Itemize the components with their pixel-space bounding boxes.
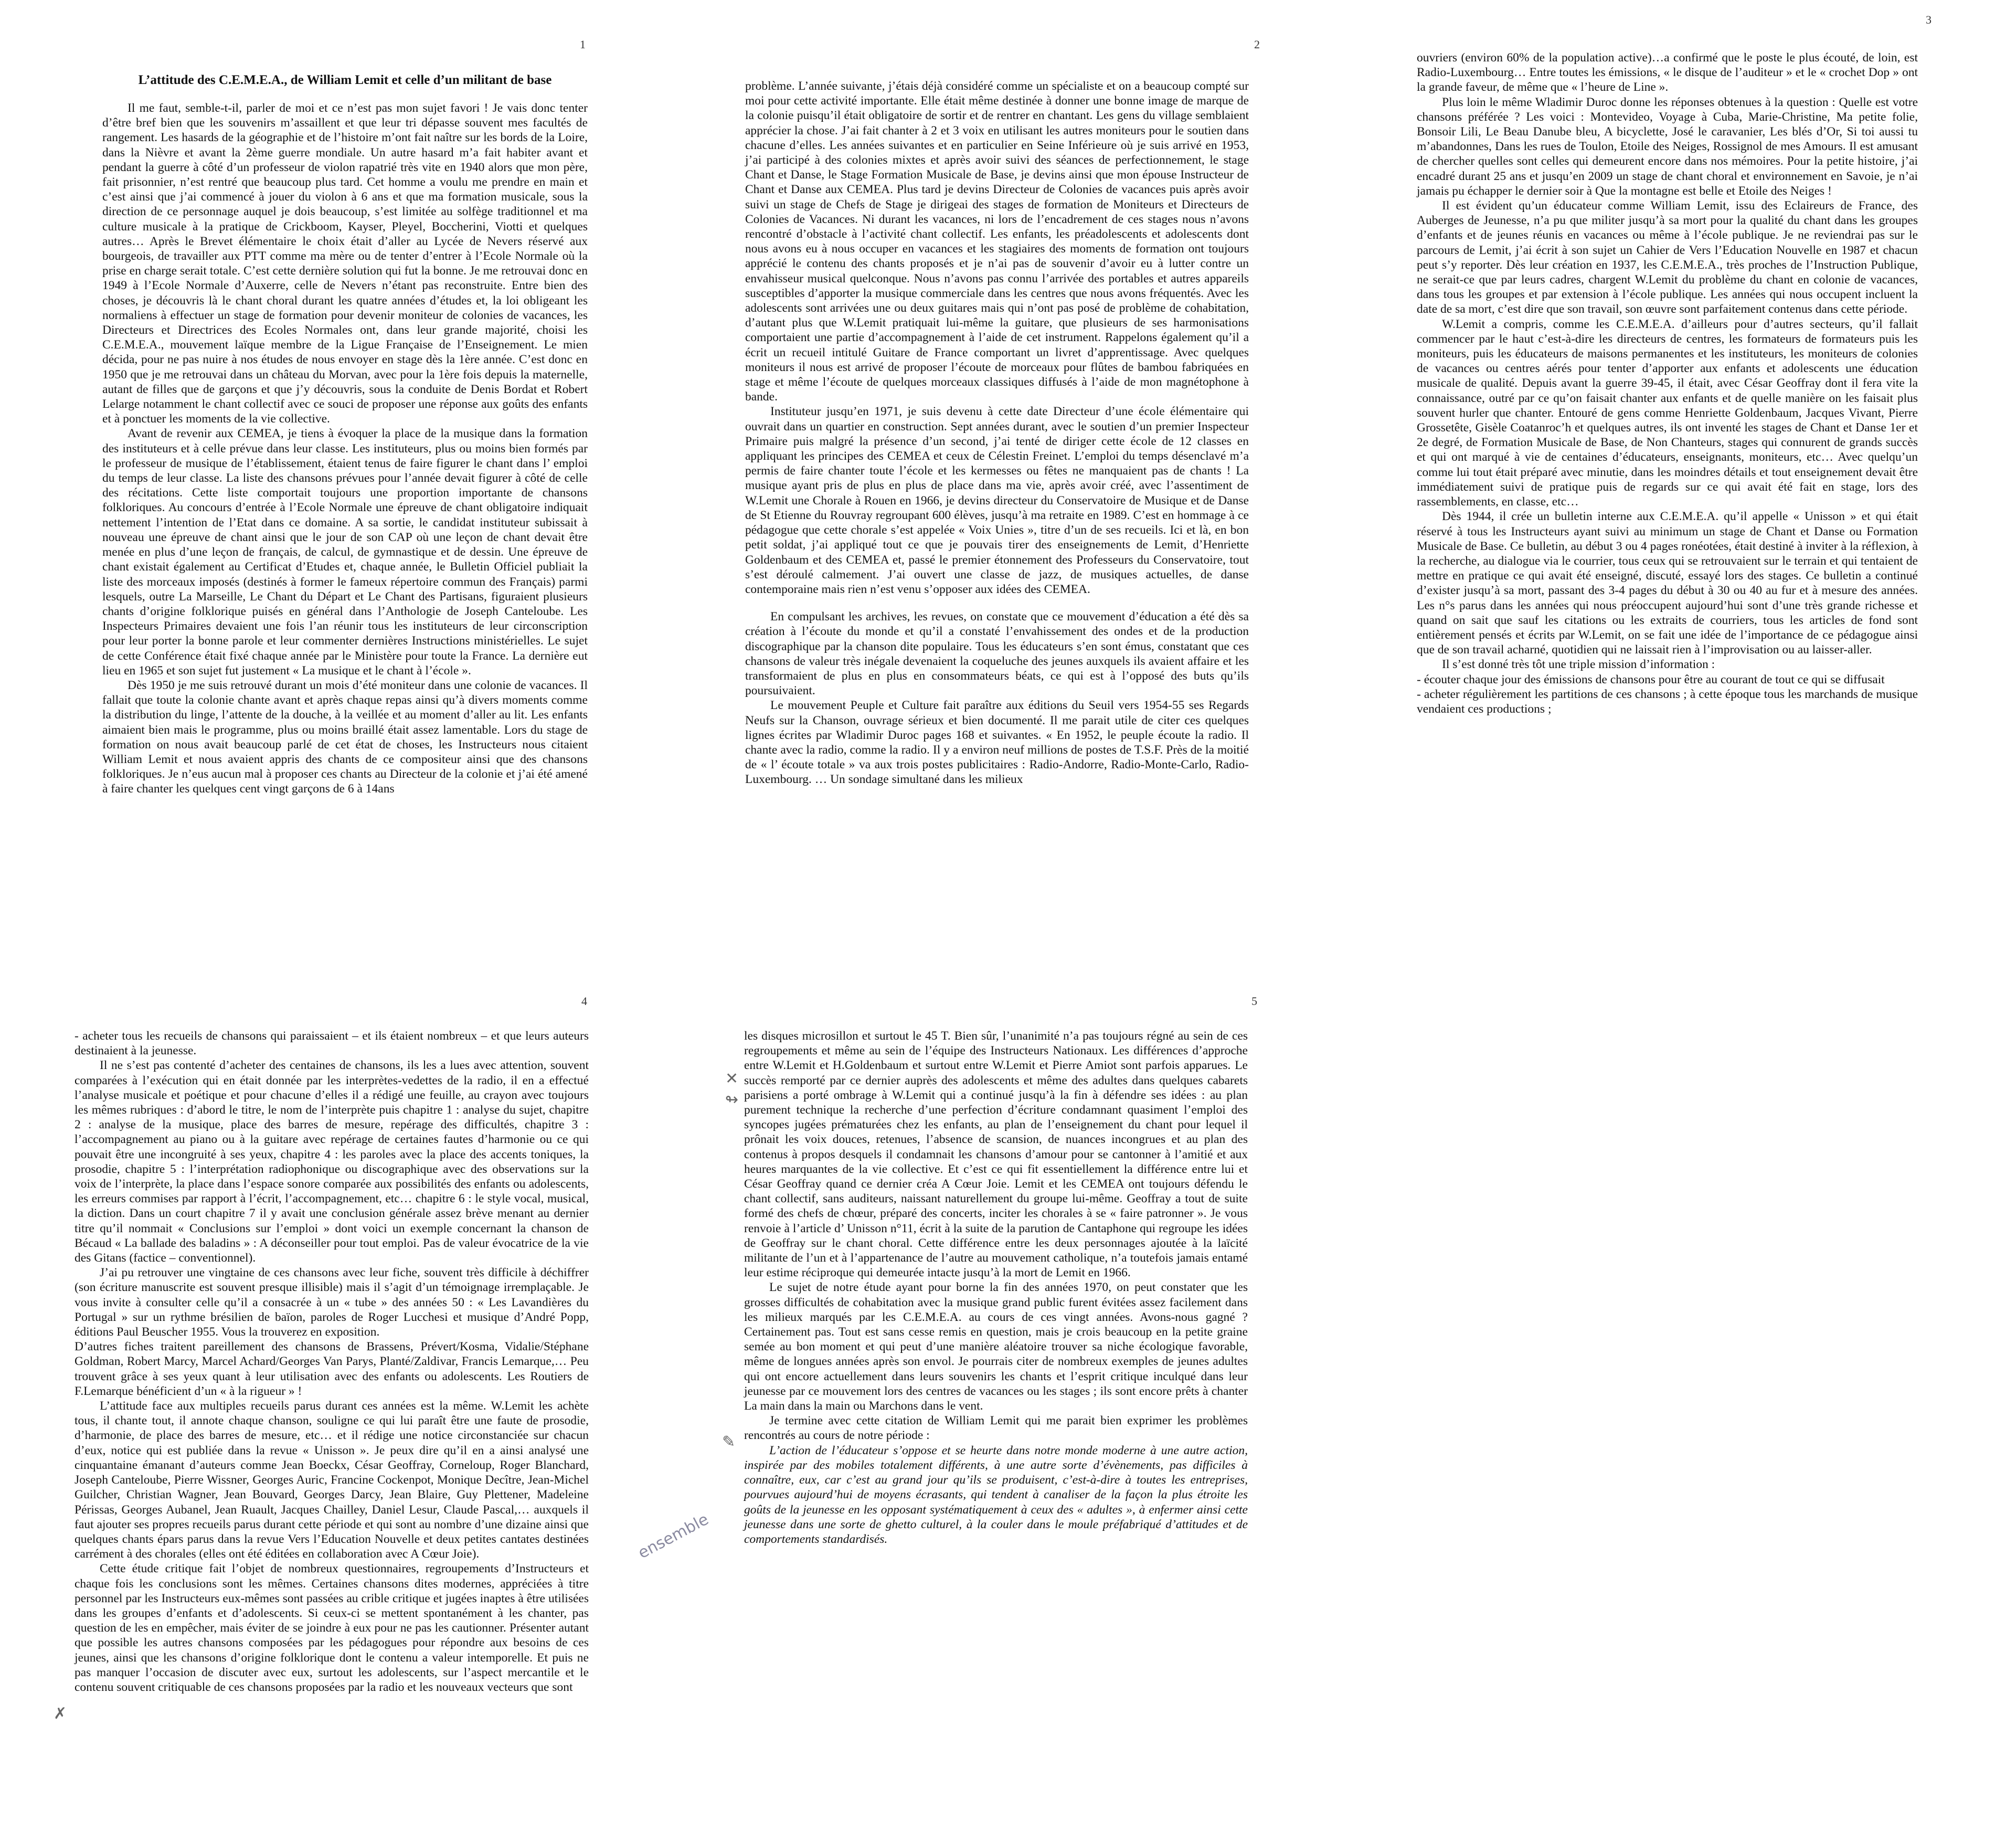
page-3-paragraph-6: Il s’est donné très tôt une triple mission d’information : bbox=[1442, 658, 1715, 672]
page-number-3: 3 bbox=[1926, 13, 1932, 26]
page-4-paragraph-3: J’ai pu retrouver une vingtaine de ces chansons avec leur fiche, souvent très difficile à déchiffrer (son écriture manuscrite est souvent presque illisible) mais il s’agit d’un témoignage irremplaçable. Je vous invite à consulter celle qu’il a consacrée à un « tube » des années 50 : « Les Lavandières du Portugal » sur un rythme brésilien de baïon, paroles de Roger Lucchesi et musique d’André Popp, éditions Paul Beuscher 1955. Vous la trouverez en exposition. bbox=[75, 1266, 589, 1339]
page-3 bbox=[1359, 0, 2016, 913]
page-2-text bbox=[745, 79, 1249, 787]
page-4-paragraph-4: D’autres fiches traitent pareillement des chansons de Brassens, Prévert/Kosma, Vidalie/Stéphane Goldman, Robert Marcy, Marcel Achard/Georges Van Parys, Planté/Zaldivar, Francis Lemarque,… Peu trouvent grâce à ses yeux quant à leur utilisation avec des enfants ou adolescents. Les Routiers de F.Lemarque bénéficient d’un « à la rigueur » ! bbox=[75, 1340, 589, 1398]
handwritten-x-mark: ✕ bbox=[725, 1070, 739, 1088]
page-5 bbox=[635, 960, 1343, 1841]
page-number-1: 1 bbox=[580, 38, 586, 51]
page-3-paragraph-1: ouvriers (environ 60% de la population active)…a confirmé que le poste le plus écouté, de loin, est Radio-Luxembourg… Entre toutes les émissions, « le disque de l’auditeur » et le « crochet Dop » ont la grande faveur, de même que « l’heure de Line ». bbox=[1417, 51, 1918, 94]
page-1-text bbox=[102, 72, 588, 797]
page-4-paragraph-2: Il ne s’est pas contenté d’acheter des centaines de chansons, ils les a lues avec attention, souvent comparées à l’exécution qui en était donnée par les interprètes-vedettes de la radio, il en a effectué l’analyse musicale et poétique et pour chacune d’elles il a rédigé une feuille, au crayon avec toujours les mêmes rubriques : d’abord le titre, le nom de l’interprète puis chapitre 1 : analyse du sujet, chapitre 2 : analyse de la musique, place des barres de mesure, repérage des difficultés, chapitre 3 : l’accompagnement au piano ou à la guitare avec repérage de certaines fautes d’harmonie ou ce qui pouvait être une incongruité à ses yeux, chapitre 4 : les paroles avec la place des accents toniques, la prosodie, chapitre 5 : l’interprétation radiophonique ou discographique avec des observations sur la voix de l’interprète, la place dans l’espace sonore comparée aux possibilités des enfants ou adolescents, les erreurs commises par rapport à l’écrit, l’accompagnement, etc… chapitre 6 : le style vocal, musical, la diction. Dans un court chapitre 7 il y avait une conclusion générale assez brève menant au dernier titre qu’il nommait « Conclusions sur l’emploi » dont voici un exemple concernant la chanson de Bécaud « La ballade des baladins » : A déconseiller pour tout emploi. Pas de valeur évocatrice de la vie des Gitans (factice – conventionnel). bbox=[75, 1059, 589, 1265]
page-3-paragraph-2: Plus loin le même Wladimir Duroc donne les réponses obtenues à la question : Quelle est votre chansons préférée ? Les voici : Montevideo, Voyage à Cuba, Marie-Christine, Ma petite folie, Bonsoir Lili, Le Beau Danube bleu, A bicyclette, José le caravanier, Les blés d’Or, Si toi aussi tu m’abandonnes, Dans les rues de Toulon, Etoile des Neiges, Rossignol de mes Amours. Il est amusant de chercher quelles sont celles qui demeurent encore dans nos mémoires. Pour la petite histoire, j’ai encadré durant 25 ans et jusqu’en 2009 un stage de chant choral et environnement en Savoie, je n’ai jamais pu échapper le dernier soir à Que la montagne est belle et Etoile des Neiges ! bbox=[1417, 95, 1918, 198]
page-5-text bbox=[744, 1029, 1248, 1547]
handwritten-cross-mark: ✗ bbox=[54, 1705, 67, 1723]
page-1-paragraph-2: Avant de revenir aux CEMEA, je tiens à évoquer la place de la musique dans la formation des instituteurs et à celle prévue dans leur classe. Les instituteurs, plus ou moins bien formés par le professeur de musique de l’établissement, étaient tenus de faire figurer le chant dans l’ emploi du temps de leur classe. La liste des chansons prévues pour l’année devait figurer à côté de celle des récitations. Cette liste comportait toujours une proportion importante de chansons folkloriques. Au concours d’entrée à l’Ecole Normale une épreuve de chant obligatoire indiquait nettement l’intention de l’Etat dans ce domaine. A sa sortie, le candidat instituteur subissait à nouveau une épreuve de chant ainsi que le jour de son CAP où une leçon de chant devait être menée en plus d’une leçon de français, de calcul, de gymnastique et de dessin. Une épreuve de chant existait également au Certificat d’Etudes et, chaque année, le Bulletin Officiel publiait la liste des morceaux imposés (destinés à former le fameux répertoire commun des Français) parmi lesquels, outre La Marseille, Le Chant du Départ et Le Chant des Partisans, figuraient plusieurs chants d’origine folklorique puisés en général dans l’Anthologie de Joseph Canteloube. Les Inspecteurs Primaires devaient une fois l’an réunir tous les instituteurs de leur circonscription pour leur porter la bonne parole et leur commenter dernières Instructions ministérielles. Le sujet de cette Conférence était fixé chaque année par le Ministère pour toute la France. La dernière eut lieu en 1965 et son sujet fut justement « La musique et le chant à l’école ». bbox=[102, 427, 588, 678]
page-2-paragraph-1: problème. L’année suivante, j’étais déjà considéré comme un spécialiste et on a beaucoup compté sur moi pour cette activité importante. Elle était même destinée à donner une bonne image de marque de la colonie puisqu’il était obligatoire de sortir et de rentrer en chantant. Les gens du village semblaient apprécier la chose. J’ai fait chanter à 2 et 3 voix en utilisant les autres moniteurs pour le soutien dans chacune d’elles. Les années suivantes et en particulier en Seine Inférieure où je suis arrivé en 1953, j’ai participé à des colonies mixtes et après avoir suivi des séances de perfectionnement, le stage Chant et Danse, le Stage Formation Musicale de Base, je devins ainsi que mon épouse Instructeur de Chant et Danse aux CEMEA. Plus tard je devins Directeur de Colonies de vacances puis après avoir suivi un stage de Chefs de Stage je dirigeai des stages de formation de Moniteurs et Directeurs de Colonies de Vacances. Ni durant les vacances, ni lors de l’encadrement de ces stages nous n’avons rencontré d’obstacle à l’activité chant collectif. Les enfants, les préadolescents et adolescents dont nous avons eu à nous occuper en vacances et les stagiaires des moments de formation ont toujours apprécié le contenu des chants proposés et je n’ai pas de souvenir d’avoir eu à lutter contre un envahisseur musical quelconque. Nous n’avons pas connu l’arrivée des portables et autres appareils susceptibles d’apporter la musique commerciale dans les centres que nous avons fréquentés. Avec les adolescents sont arrivées une ou deux guitares mais qui n’ont pas posé de problème de cohabitation, d’autant plus que W.Lemit pratiquait lui-même la guitare, que plusieurs de ses harmonisations comportaient une partie d’accompagnement à l’aide de cet instrument. Rappelons également qu’il a écrit un recueil intitulé Guitare de France comportant un livret d’apprentissage. Avec quelques moniteurs il nous est arrivé de proposer l’écoute de morceaux pour flûtes de bambou fabriquées en stage et même l’écoute de quelques morceaux classiques diffusés à l’aide de mon magnétophone à bande. bbox=[745, 79, 1249, 404]
page-4 bbox=[0, 960, 661, 1841]
page-3-text bbox=[1417, 50, 1918, 716]
page-1 bbox=[0, 0, 661, 913]
page-5-quote: L’action de l’éducateur s’oppose et se heurte dans notre monde moderne à une autre action, inspirée par des mobiles totalement différents, à une autre sorte d’évènements, pas difficiles à connaître, eux, car c’est au grand jour qu’ils se produisent, c’est-à-dire à toutes les entreprises, pourvues aujourd’hui de moyens écrasants, qui tendent à canaliser de la façon la plus étroite les goûts de la jeunesse en les opposant systématiquement à ceux des « adultes », à enfermer ainsi cette jeunesse dans une sorte de ghetto culturel, à la couler dans le moule préfabriqué d’attitudes et de comportements standardisés. bbox=[744, 1443, 1248, 1546]
page-3-list-item-1: - écouter chaque jour des émissions de chansons pour être au courant de tout ce qui se diffusait bbox=[1417, 672, 1885, 686]
page-4-paragraph-1: - acheter tous les recueils de chansons qui paraissaient – et ils étaient nombreux – et que leurs auteurs destinaient à la jeunesse. bbox=[75, 1029, 589, 1058]
page-5-paragraph-2: Le sujet de notre étude ayant pour borne la fin des années 1970, on peut constater que les grosses difficultés de cohabitation avec la musique grand public furent évitées assez facilement dans les milieux marqués par les C.E.M.E.A. au cours de ces vingt années. Avons-nous gagné ? Certainement pas. Tout est sans cesse remis en question, mais je crois beaucoup en la petite graine semée au bon moment et qui peut d’une manière aléatoire trouver sa niche écologique favorable, même de longues années après son envol. Je pourrais citer de nombreux exemples de jeunes adultes qui ont encore actuellement dans leurs souvenirs les chants et l’esprit critique inculqué dans leur jeunesse par ce mouvement lors des centres de vacances ou les stages ; ils sont encore prêts à chanter La main dans la main ou Marchons dans le vent. bbox=[744, 1281, 1248, 1413]
page-3-paragraph-4: W.Lemit a compris, comme les C.E.M.E.A. d’ailleurs pour d’autres secteurs, qu’il fallait commencer par le haut c’est-à-dire les directeurs de centres, les formateurs de formateurs puis les moniteurs, puis les éducateurs de maisons permanentes et les instituteurs, les moniteurs de colonies de vacances ou centres aérés pour tenter d’apporter aux enfants et adolescents une éducation musicale de qualité. Depuis avant la guerre 39-45, il était, avec César Geoffray dont il fera vite la connaissance, outré par ce qu’on faisait chanter aux enfants et de quelle manière on les faisait plus souvent hurler que chanter. Entouré de gens comme Henriette Goldenbaum, Jacques Vivant, Pierre Grossetête, Gisèle Coatanroc’h et quelques autres, ils ont inventé les stages de Chant et Danse 1er et 2e degré, de Formation Musicale de Base, de Non Chanteurs, stages qui connurent de grands succès et qui ont marqué à vie de centaines d’éducateurs, enseignants, moniteurs, etc… Avec quelqu’un comme lui tout était préparé avec minutie, dans les moindres détails et tout enseignement devait être immédiatement suivi de pratique puis de regards sur ce qui avait été fait en stage, lors des rassemblements, en classe, etc… bbox=[1417, 317, 1918, 509]
page-4-paragraph-5: L’attitude face aux multiples recueils parus durant ces années est la même. W.Lemit les achète tous, il chante tout, il annote chaque chanson, souligne ce qui lui paraît être une faute de prosodie, d’harmonie, de place des barres de mesure, etc… et il rédige une notice circonstanciée sur chacun d’eux, notice qui est publiée dans la revue « Unisson ». Je peux dire qu’il en a ainsi analysé une cinquantaine émanant d’auteurs comme Jean Boeckx, César Geoffray, Corneloup, Roger Blanchard, Joseph Canteloube, Pierre Wissner, Georges Auric, Francine Cockenpot, Monique Decître, Jean-Michel Guilcher, Christian Wagner, Jean Bouvard, Georges Darcy, Jean Blaire, Guy Plettener, Madeleine Périssas, Georges Aubanel, Jean Ruault, Jacques Chailley, Daniel Lesur, Claude Pascal,… auxquels il faut ajouter ses propres recueils parus durant cette période et qui sont au nombre d’une dizaine ainsi que quelques chants épars parus dans la revue Vers l’Education Nouvelle et deux petites cantates destinées carrément à des chorales (elles ont été éditées en collaboration avec A Cœur Joie). bbox=[75, 1399, 589, 1561]
handwritten-arrow-mark: ↬ bbox=[725, 1091, 739, 1109]
page-2-paragraph-4: Le mouvement Peuple et Culture fait paraître aux éditions du Seuil vers 1954-55 ses Regards Neufs sur la Chanson, ouvrage sérieux et bien documenté. Il me parait utile de citer ces quelques lignes écrites par Wladimir Duroc pages 168 et suivantes. « En 1952, le peuple écoute la radio. Il chante avec la radio, comme la radio. Il y a environ neuf millions de postes de T.S.F. Près de la moitié de « l’ écoute totale » va aux trois postes publicitaires : Radio-Andorre, Radio-Monte-Carlo, Radio-Luxembourg. … Un sondage simultané dans les milieux bbox=[745, 699, 1249, 787]
document-title: L’attitude des C.E.M.E.A., de William Lemit et celle d’un militant de base bbox=[138, 73, 552, 87]
page-3-paragraph-3: Il est évident qu’un éducateur comme William Lemit, issu des Eclaireurs de France, des Auberges de Jeunesse, n’a pu que militer jusqu’à sa mort pour la qualité du chant dans les groupes d’enfants et de jeunes réunis en vacances ou même à l’école publique. Je ne reviendrai pas sur le parcours de Lemit, j’ai écrit à son sujet un Cahier de Vers l’Education Nouvelle en 1987 et chacun peut s’y reporter. Dès leur création en 1937, les C.E.M.E.A., très proches de l’Instruction Publique, ne serait-ce que par leurs cadres, chargent W.Lemit du problème du chant en colonie de vacances, dans tous les groupes et par extension à l’école publique. Les années qui nous occupent incluent la date de sa mort, c’est dire que son travail, son œuvre sont parfaitement contenus dans cette période. bbox=[1417, 199, 1918, 316]
page-5-paragraph-3: Je termine avec cette citation de William Lemit qui me parait bien exprimer les problèmes rencontrés au cours de notre période : bbox=[744, 1414, 1248, 1443]
page-2-paragraph-3: En compulsant les archives, les revues, on constate que ce mouvement d’éducation a été dès sa création à l’écoute du monde et qu’il a constaté l’envahissement des ondes et de la production discographique par la chanson dite populaire. Tous les éducateurs s’en sont émus, constatant que ces chansons de valeur très inégale devenaient la coqueluche des jeunes auxquels ils avaient affaire et les transformaient de plus en plus en consommateurs béats, ce qui est à l’opposé des buts qu’ils poursuivaient. bbox=[745, 610, 1249, 698]
page-5-paragraph-1: les disques microsillon et surtout le 45 T. Bien sûr, l’unanimité n’a pas toujours régné au sein de ces regroupements et même au sein de l’équipe des Instructeurs Nationaux. Les différences d’approche entre W.Lemit et H.Goldenbaum et surtout entre W.Lemit et Pierre Amiot sont parfois apparues. Le succès remporté par ce dernier auprès des adolescents et même des adultes dans quelques cabarets parisiens a porté ombrage à W.Lemit qui a continué jusqu’à la fin à défendre ses idées : au plan purement technique la recherche d’une perfection d’écriture condamnant quasiment l’emploi des syncopes jugées prématurées chez les enfants, au plan de l’enseignement du chant pour lequel il prônait les voix douces, retenues, l’absence de scansion, de nuances incongrues et au plan des contenus à propos desquels il condamnait les chansons d’amour pour se cantonner à l’amitié et aux heures marquantes de la vie collective. Et c’est ce qui fit essentiellement la différence entre lui et César Geoffray quand ce dernier créa A Cœur Joie. Lemit et les CEMEA ont toujours défendu le chant collectif, sans auditeurs, naissant naturellement du groupe lui-même. Geoffray a tout de suite formé des chefs de chœur, préparé des concerts, inciter les chorales à se « faire patronner ». Je vous renvoie à l’article d’ Unisson n°11, écrit à la suite de la parution de Cantaphone qui regroupe les idées de Geoffray sur le chant choral. Cette différence entre les deux personnages ajoutée à la laïcité militante de l’un et à l’appartenance de l’autre au mouvement catholique, n’a toutefois jamais entamé leur estime réciproque qui demeurée intacte jusqu’à la mort de Lemit en 1966. bbox=[744, 1029, 1248, 1280]
page-3-paragraph-5: Dès 1944, il crée un bulletin interne aux C.E.M.E.A. qu’il appelle « Unisson » et qui était réservé à tous les Instructeurs ayant suivi au minimum un stage de Chant et Danse ou Formation Musicale de Base. Ce bulletin, au début 3 ou 4 pages ronéotées, était destiné à inviter à la réflexion, à la recherche, au dialogue via le courrier, tous ceux qui se retrouvaient sur le terrain et qui tentaient de mettre en pratique ce qui avait été enseigné, discuté, essayé lors des stages. Ce bulletin a continué d’exister jusqu’à sa mort, passant des 3-4 pages du début à 30 ou 40 au fur et à mesure des années. Les n°s parus dans les années qui nous préoccupent aujourd’hui sont d’une très grande richesse et quand on sait que sauf les citations ou les extraits de courriers, tous les articles de fond sont entièrement pensés et écrits par W.Lemit, on se fait une idée de l’importance de ce pédagogue ainsi que de son travail acharné, quotidien qui ne laissait rien à l’improvisation ou au laisser-aller. bbox=[1417, 510, 1918, 657]
page-4-text bbox=[75, 1029, 589, 1695]
page-3-list-item-2: - acheter régulièrement les partitions de ces chansons ; à cette époque tous les marchands de musique vendaient ces productions ; bbox=[1417, 687, 1918, 716]
page-4-paragraph-6: Cette étude critique fait l’objet de nombreux questionnaires, regroupements d’Instructeurs et chaque fois les conclusions sont les mêmes. Certaines chansons dites modernes, appréciées à titre personnel par les Instructeurs eux-mêmes sont passées au crible critique et jugées inaptes à être utilisées dans les groupes d’enfants et d’adolescents. Si ceux-ci se mettent spontanément à les chanter, pas question de les en empêcher, mais éviter de se joindre à eux pour ne pas les cautionner. Présenter autant que possible les autres chansons composées par les pédagogues pour répondre aux besoins de ces jeunes, ainsi que les chansons d’origine folklorique dont le contenu a valeur intemporelle. Et puis ne pas manquer l’occasion de discuter avec eux, surtout les adolescents, sur l’aspect mercantile et le contenu souvent critiquable de ces chansons proposées par la radio et les nouveaux vecteurs que sont bbox=[75, 1562, 589, 1694]
page-2-paragraph-2: Instituteur jusqu’en 1971, je suis devenu à cette date Directeur d’une école élémentaire qui ouvrait dans un quartier en construction. Sept années durant, avec le soutien d’un premier Inspecteur Primaire puis malgré la présence d’un second, j’ai tenté de diriger cette école de 12 classes en appliquant les principes des CEMEA et ceux de Célestin Freinet. L’emploi du temps désenclavé m’a permis de faire chanter toute l’école et les kermesses ou fêtes ne manquaient pas de chants ! La musique ayant pris de plus en plus de place dans ma vie, après avoir créé, avec l’assentiment de W.Lemit une Chorale à Rouen en 1966, je devins directeur du Conservatoire de Musique et de Danse de St Etienne du Rouvray regroupant 600 élèves, jusqu’à ma retraite en 1989. C’est en hommage à ce pédagogue que cette chorale s’est appelée « Voix Unies », titre d’un de ses recueils. Ici et là, en bon petit soldat, j’ai appliqué tout ce que je pouvais tirer des enseignements de Lemit, d’Henriette Goldenbaum et des CEMEA et, passé le premier étonnement des Professeurs du Conservatoire, tout s’est déroulé calmement. J’ai ouvert une classe de jazz, de musiques actuelles, de danse contemporaine mais rien n’est venu s’opposer aux idées des CEMEA. bbox=[745, 405, 1249, 596]
page-2 bbox=[677, 0, 1343, 913]
page-number-4: 4 bbox=[581, 994, 587, 1008]
handwritten-margin-note: ensemble bbox=[635, 1510, 712, 1563]
page-1-paragraph-1: Il me faut, semble-t-il, parler de moi et ce n’est pas mon sujet favori ! Je vais donc tenter d’être bref bien que les souvenirs m’assaillent et que leur tri dépasse souvent mes facultés de rangement. Les hasards de la géographie et de l’histoire m’ont fait naître sur les bords de la Loire, dans la Nièvre et avant la 2ème guerre mondiale. Un autre hasard m’a fait habiter avant et pendant la guerre à côté d’un professeur de violon rapatrié très vite en 1940 alors que mon père, fait prisonnier, n’est rentré que beaucoup plus tard. Cet homme a voulu me prendre en main et c’est ainsi que j’ai commencé à jouer du violon à 6 ans et que ma formation musicale, sous la direction de ce personnage auquel je dois beaucoup, s’est limitée au solfège traditionnel et ma culture musicale à la pratique de Crickboom, Kayser, Pleyel, Boccherini, Viotti et quelques autres… Après le Brevet élémentaire le choix était d’aller au Lycée de Nevers réservé aux bourgeois, de travailler aux PTT comme ma mère ou de tenter d’entrer à l’Ecole Normale où la prise en charge serait totale. C’est cette dernière solution qui fut la bonne. Je me retrouvai donc en 1949 à l’Ecole Normale d’Auxerre, celle de Nevers n’étant pas reconstruite. Entre bien des choses, je découvris là le chant choral durant les quatre années d’études et, la loi obligeant les normaliens à effectuer un stage de formation pour devenir moniteur de colonies de vacances, les Directeurs et Directrices des Ecoles Normales ont, dans leur grande majorité, choisi les C.E.M.E.A., mouvement laïque membre de la Ligue Française de l’Enseignement. Le mien décida, pour ne pas nuire à nos études de nous envoyer en stage dès la 1ère année. C’est donc en 1950 que je me retrouvai dans un château du Morvan, avec pour la 1ère fois depuis la maternelle, autant de filles que de garçons et que j’y découvris, sous la conduite de Denis Bordat et Robert Lelarge notamment le chant collectif avec ce souci de proposer une réponse aux goûts des enfants et à ponctuer les moments de la vie collective. bbox=[102, 101, 588, 426]
page-number-2: 2 bbox=[1254, 38, 1260, 51]
handwritten-pen-mark: ✎ bbox=[722, 1433, 736, 1451]
page-1-paragraph-3: Dès 1950 je me suis retrouvé durant un mois d’été moniteur dans une colonie de vacances. Il fallait que toute la colonie chante avant et après chaque repas ainsi qu’à divers moments comme la distribution du linge, l’attente de la douche, à la veillée et au moment d’aller au lit. Les enfants aimaient bien mais le programme, plus ou moins braillé était assez lamentable. Lors du stage de formation on nous avait beaucoup parlé de cet état de choses, les Instructeurs nous citaient William Lemit et nous avaient appris des chants de ce compositeur ainsi que des chansons folkloriques. Je n’eus aucun mal à proposer ces chants au Directeur de la colonie et j’ai été amené à faire chanter les quelques cent vingt garçons de 6 à 14ans bbox=[102, 678, 588, 796]
page-number-5: 5 bbox=[1251, 994, 1257, 1008]
